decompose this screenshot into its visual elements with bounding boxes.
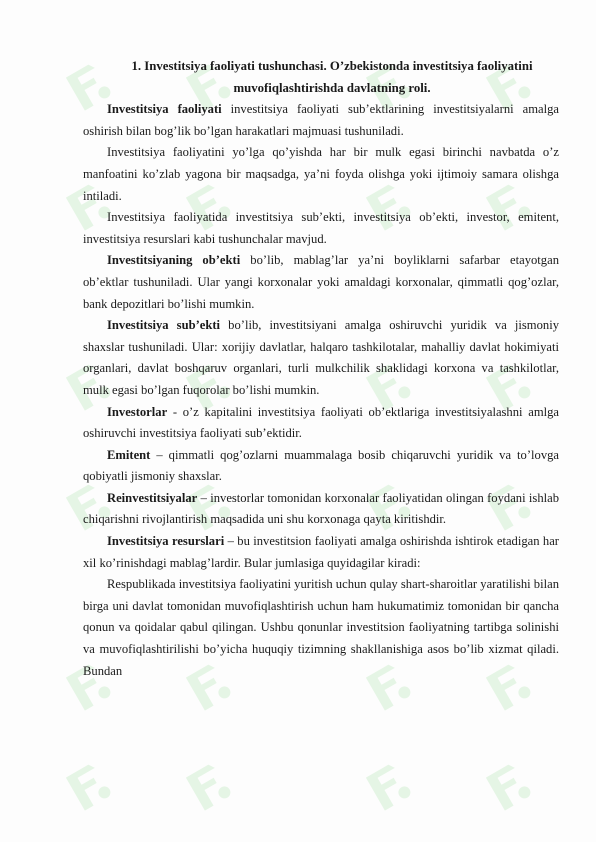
paragraph <box>83 445 559 488</box>
paragraph <box>83 574 559 682</box>
paragraph-text: Respublikada investitsiya faoliyatini yuritish uchun qulay shart-sharoitlar yaratilishi bilan birga uni davlat tomonidan muvofiqlashtirish uchun ham hukumatimiz tomonidan bir qancha qonun va qoidalar qabul qilingan. Ushbu qonunlar investitsion faoliyatning tartibga solinishi va muvofiqlashtirilishi bo’yicha huquqiy tizimning shakllanishiga asos bo’lib xizmat qiladi. Bundan <box>83 577 559 678</box>
term-bold: Emitent <box>107 447 151 462</box>
title-line-2: muvofiqlashtirishda davlatning roli. <box>233 80 431 95</box>
paragraph-text: bo’lib, mablag’lar ya’ni boyliklarni safarbar etayotgan ob’ektlar tushuniladi. Ular yangi korxonalar yoki amaldagi korxonalar, qimmatli qog’ozlar, bank depozitlari bo’lishi mumkin. <box>83 253 559 311</box>
document-page <box>83 56 559 682</box>
paragraph <box>83 315 559 401</box>
paragraph-text: - o’z kapitalini investitsiya faoliyati ob’ektlariga investitsiyalashni amlga oshiruvchi investitsiya faoliyati sub’ektidir. <box>83 404 559 441</box>
paragraph-text: Investitsiya faoliyatida investitsiya sub’ekti, investitsiya ob’ekti, investor, emitent, investitsiya resurslari kabi tushunchalar mavjud. <box>83 210 559 246</box>
term-bold: Reinvestitsiyalar <box>107 490 198 505</box>
paragraph <box>83 207 559 250</box>
term-bold: Investorlar <box>107 404 168 419</box>
paragraph <box>83 142 559 207</box>
paragraph-text: – qimmatli qog’ozlarni muammalaga bosib chiqaruvchi yuridik va to’lovga qobiyatli jismoniy shaxslar. <box>83 447 559 484</box>
term-bold: Investitsiya faoliyati <box>107 102 222 117</box>
term-bold: Investitsiya resurslari <box>107 534 225 549</box>
green-logo-watermark <box>180 760 236 816</box>
paragraph <box>83 250 559 315</box>
paragraph <box>83 402 559 445</box>
paragraph-text: – bu investitsion faoliyati amalga oshirishda ishtirok etadigan har xil ko’rinishdagi mablag’lardir. Bular jumlasiga quyidagilar kiradi: <box>83 534 559 570</box>
green-logo-watermark <box>360 760 416 816</box>
term-bold: Investitsiya sub’ekti <box>107 318 221 333</box>
paragraph <box>83 531 559 574</box>
paragraph-text: investitsiya faoliyati sub’ektlarining investitsiyalarni amalga oshirish bilan bog’lik bo’lgan harakatlari majmuasi tushuniladi. <box>83 102 559 138</box>
title-line-1: 1. Investitsiya faoliyati tushunchasi. O’zbekistonda investitsiya faoliyatini <box>131 59 533 73</box>
document-title <box>83 56 559 99</box>
paragraph-text: Investitsiya faoliyatini yo’lga qo’yishda har bir mulk egasi birinchi navbatda o’z manfoatini ko’zlab yagona bir maqsadga, ya’ni foyda olishga yoki ijtimoiy samara olishga intiladi. <box>83 145 559 203</box>
paragraph <box>83 99 559 142</box>
body-text <box>83 99 559 682</box>
green-logo-watermark <box>60 760 116 816</box>
term-bold: Investitsiyaning ob’ekti <box>107 253 241 268</box>
paragraph-text: – investorlar tomonidan korxonalar faoliyatidan olingan foydani ishlab chiqarishni rivojlantirish maqsadida uni shu korxonaga qayta kiritishdir. <box>83 490 559 527</box>
paragraph <box>83 488 559 531</box>
green-logo-watermark <box>480 760 536 816</box>
paragraph-text: bo’lib, investitsiyani amalga oshiruvchi yuridik va jismoniy shaxslar tushuniladi. Ular: xorijiy davlatlar, halqaro tashkilotalar, mahalliy davlat hokimiyati organlari, davlat boshqaruv organlari, turli mulkchilik shaklidagi korxona va tashkilotlar, mulk egasi bo’lgan fuqorolar bo’lishi mumkin. <box>83 318 559 397</box>
